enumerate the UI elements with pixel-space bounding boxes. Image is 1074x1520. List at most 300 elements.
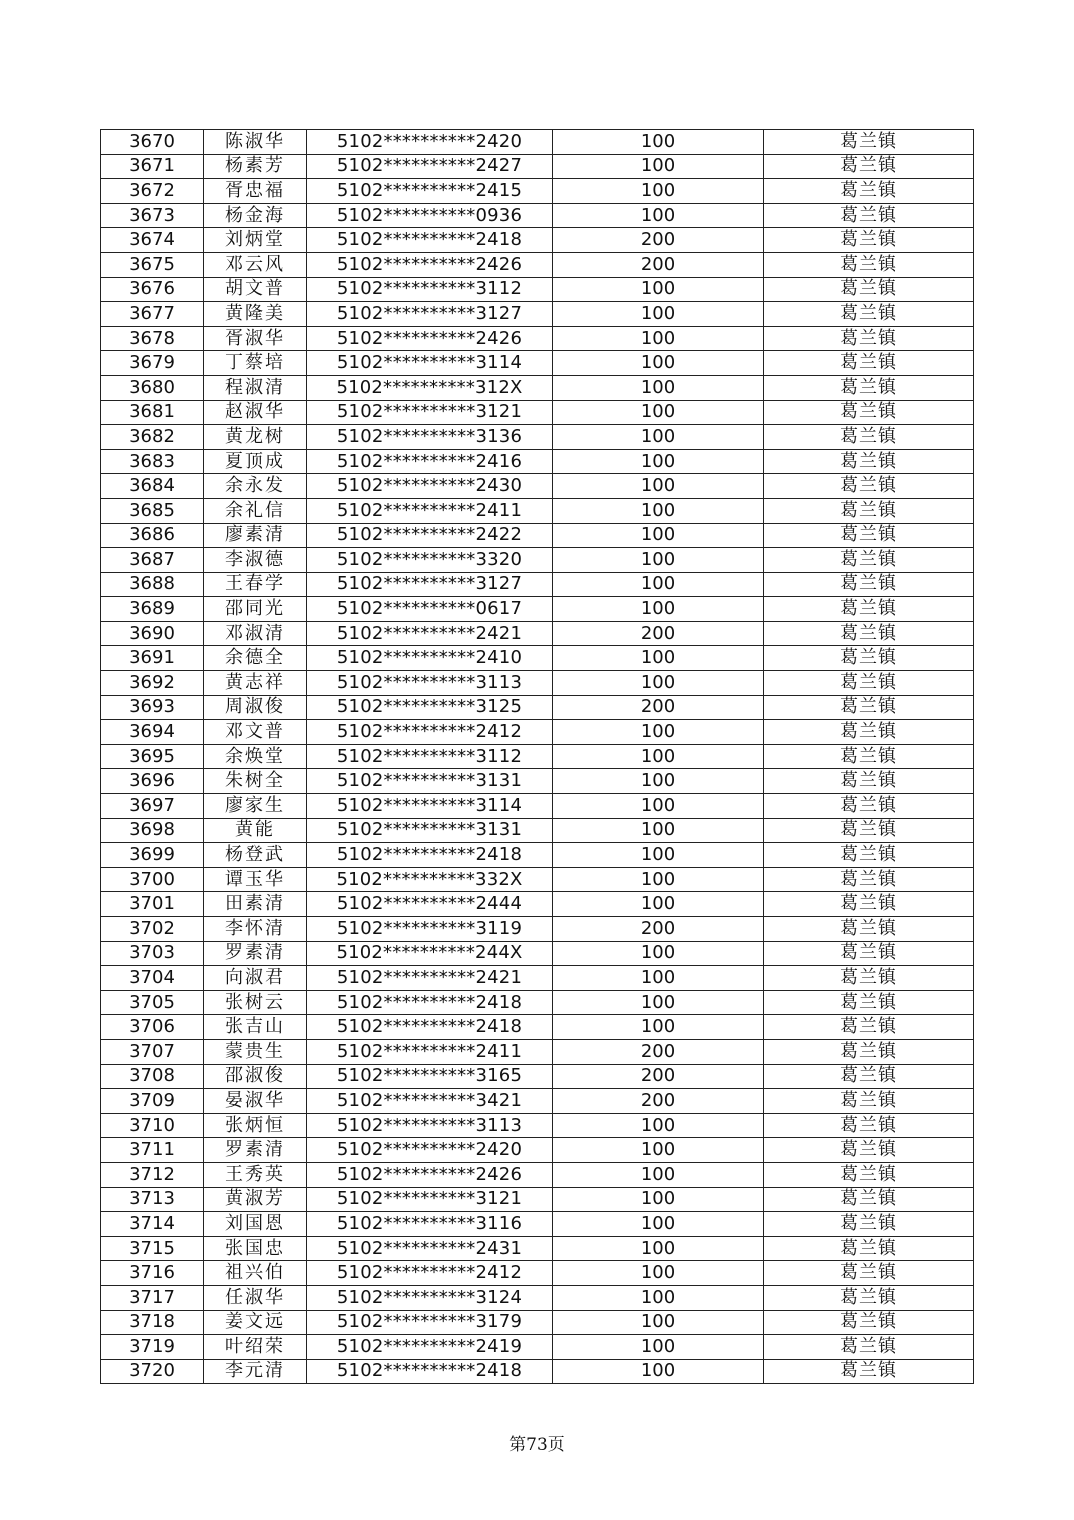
row-number-cell: 3698 [101,818,204,843]
town-cell: 葛兰镇 [764,154,974,179]
roster-table [100,129,974,1384]
id-number-cell: 5102**********2418 [307,228,553,253]
table-row [101,966,974,991]
name-cell: 余永发 [204,474,307,499]
row-number-cell: 3683 [101,449,204,474]
town-cell: 葛兰镇 [764,400,974,425]
name-cell: 邵淑俊 [204,1064,307,1089]
row-number-cell: 3706 [101,1015,204,1040]
id-number-cell: 5102**********3136 [307,425,553,450]
town-cell: 葛兰镇 [764,1187,974,1212]
row-number-cell: 3670 [101,130,204,155]
town-cell: 葛兰镇 [764,130,974,155]
table-row [101,990,974,1015]
town-cell: 葛兰镇 [764,941,974,966]
amount-cell: 100 [553,597,764,622]
row-number-cell: 3700 [101,867,204,892]
name-cell: 余德全 [204,646,307,671]
name-cell: 张炳恒 [204,1113,307,1138]
id-number-cell: 5102**********312X [307,375,553,400]
amount-cell: 100 [553,179,764,204]
amount-cell: 100 [553,1335,764,1360]
amount-cell: 100 [553,867,764,892]
id-number-cell: 5102**********2418 [307,990,553,1015]
row-number-cell: 3715 [101,1236,204,1261]
id-number-cell: 5102**********2422 [307,523,553,548]
row-number-cell: 3718 [101,1310,204,1335]
table-row [101,228,974,253]
amount-cell: 100 [553,1359,764,1384]
row-number-cell: 3705 [101,990,204,1015]
name-cell: 余焕堂 [204,744,307,769]
row-number-cell: 3678 [101,326,204,351]
amount-cell: 100 [553,769,764,794]
table-row [101,1359,974,1384]
name-cell: 陈淑华 [204,130,307,155]
name-cell: 张树云 [204,990,307,1015]
table-row [101,1261,974,1286]
row-number-cell: 3679 [101,351,204,376]
town-cell: 葛兰镇 [764,1212,974,1237]
amount-cell: 200 [553,621,764,646]
amount-cell: 100 [553,1162,764,1187]
table-row [101,917,974,942]
id-number-cell: 5102**********3125 [307,695,553,720]
town-cell: 葛兰镇 [764,720,974,745]
table-row [101,1138,974,1163]
id-number-cell: 5102**********2415 [307,179,553,204]
amount-cell: 100 [553,941,764,966]
id-number-cell: 5102**********2426 [307,326,553,351]
table-row [101,449,974,474]
id-number-cell: 5102**********3112 [307,277,553,302]
name-cell: 黄志祥 [204,671,307,696]
id-number-cell: 5102**********3114 [307,351,553,376]
town-cell: 葛兰镇 [764,326,974,351]
name-cell: 黄淑芳 [204,1187,307,1212]
row-number-cell: 3675 [101,252,204,277]
row-number-cell: 3693 [101,695,204,720]
row-number-cell: 3695 [101,744,204,769]
name-cell: 李怀清 [204,917,307,942]
name-cell: 朱树全 [204,769,307,794]
table-row [101,941,974,966]
id-number-cell: 5102**********2431 [307,1236,553,1261]
id-number-cell: 5102**********2420 [307,1138,553,1163]
table-row [101,1285,974,1310]
name-cell: 叶绍荣 [204,1335,307,1360]
table-row [101,1089,974,1114]
name-cell: 晏淑华 [204,1089,307,1114]
town-cell: 葛兰镇 [764,474,974,499]
town-cell: 葛兰镇 [764,597,974,622]
town-cell: 葛兰镇 [764,1015,974,1040]
town-cell: 葛兰镇 [764,671,974,696]
row-number-cell: 3713 [101,1187,204,1212]
town-cell: 葛兰镇 [764,203,974,228]
row-number-cell: 3685 [101,498,204,523]
id-number-cell: 5102**********2430 [307,474,553,499]
id-number-cell: 5102**********2411 [307,1039,553,1064]
table-row [101,769,974,794]
name-cell: 田素清 [204,892,307,917]
table-row [101,474,974,499]
row-number-cell: 3691 [101,646,204,671]
table-row [101,621,974,646]
id-number-cell: 5102**********3124 [307,1285,553,1310]
table-row [101,179,974,204]
table-row [101,843,974,868]
amount-cell: 100 [553,523,764,548]
amount-cell: 100 [553,425,764,450]
table-row [101,867,974,892]
row-number-cell: 3697 [101,794,204,819]
amount-cell: 100 [553,326,764,351]
amount-cell: 100 [553,1285,764,1310]
name-cell: 程淑清 [204,375,307,400]
name-cell: 杨登武 [204,843,307,868]
name-cell: 黄龙树 [204,425,307,450]
table-row [101,326,974,351]
town-cell: 葛兰镇 [764,1162,974,1187]
row-number-cell: 3687 [101,548,204,573]
id-number-cell: 5102**********3116 [307,1212,553,1237]
name-cell: 张吉山 [204,1015,307,1040]
name-cell: 向淑君 [204,966,307,991]
town-cell: 葛兰镇 [764,375,974,400]
amount-cell: 200 [553,917,764,942]
town-cell: 葛兰镇 [764,1359,974,1384]
id-number-cell: 5102**********2421 [307,621,553,646]
id-number-cell: 5102**********3131 [307,769,553,794]
table-row [101,818,974,843]
table-row [101,597,974,622]
amount-cell: 100 [553,892,764,917]
id-number-cell: 5102**********2412 [307,720,553,745]
name-cell: 王春学 [204,572,307,597]
table-row [101,1162,974,1187]
id-number-cell: 5102**********244X [307,941,553,966]
row-number-cell: 3681 [101,400,204,425]
id-number-cell: 5102**********2410 [307,646,553,671]
id-number-cell: 5102**********0617 [307,597,553,622]
name-cell: 余礼信 [204,498,307,523]
amount-cell: 100 [553,203,764,228]
town-cell: 葛兰镇 [764,990,974,1015]
town-cell: 葛兰镇 [764,621,974,646]
table-row [101,1236,974,1261]
town-cell: 葛兰镇 [764,818,974,843]
amount-cell: 100 [553,154,764,179]
id-number-cell: 5102**********2426 [307,252,553,277]
row-number-cell: 3711 [101,1138,204,1163]
table-row [101,1015,974,1040]
amount-cell: 100 [553,498,764,523]
amount-cell: 100 [553,744,764,769]
table-row [101,203,974,228]
table-row [101,572,974,597]
amount-cell: 100 [553,1310,764,1335]
name-cell: 黄隆美 [204,302,307,327]
town-cell: 葛兰镇 [764,179,974,204]
id-number-cell: 5102**********3179 [307,1310,553,1335]
row-number-cell: 3720 [101,1359,204,1384]
town-cell: 葛兰镇 [764,1261,974,1286]
row-number-cell: 3674 [101,228,204,253]
name-cell: 蒙贵生 [204,1039,307,1064]
row-number-cell: 3719 [101,1335,204,1360]
row-number-cell: 3701 [101,892,204,917]
name-cell: 罗素清 [204,1138,307,1163]
town-cell: 葛兰镇 [764,1113,974,1138]
amount-cell: 100 [553,400,764,425]
name-cell: 胥淑华 [204,326,307,351]
town-cell: 葛兰镇 [764,351,974,376]
amount-cell: 100 [553,277,764,302]
table-row [101,154,974,179]
amount-cell: 100 [553,843,764,868]
id-number-cell: 5102**********2411 [307,498,553,523]
amount-cell: 200 [553,695,764,720]
table-row [101,1310,974,1335]
row-number-cell: 3677 [101,302,204,327]
table-row [101,794,974,819]
amount-cell: 100 [553,449,764,474]
row-number-cell: 3712 [101,1162,204,1187]
name-cell: 廖素清 [204,523,307,548]
row-number-cell: 3684 [101,474,204,499]
amount-cell: 100 [553,130,764,155]
row-number-cell: 3714 [101,1212,204,1237]
id-number-cell: 5102**********3113 [307,1113,553,1138]
row-number-cell: 3709 [101,1089,204,1114]
row-number-cell: 3694 [101,720,204,745]
amount-cell: 100 [553,548,764,573]
row-number-cell: 3676 [101,277,204,302]
name-cell: 胥忠福 [204,179,307,204]
name-cell: 王秀英 [204,1162,307,1187]
name-cell: 廖家生 [204,794,307,819]
name-cell: 周淑俊 [204,695,307,720]
row-number-cell: 3699 [101,843,204,868]
town-cell: 葛兰镇 [764,744,974,769]
id-number-cell: 5102**********3127 [307,572,553,597]
town-cell: 葛兰镇 [764,646,974,671]
id-number-cell: 5102**********2412 [307,1261,553,1286]
id-number-cell: 5102**********2418 [307,843,553,868]
row-number-cell: 3704 [101,966,204,991]
table-row [101,892,974,917]
table-row [101,1212,974,1237]
name-cell: 李淑德 [204,548,307,573]
row-number-cell: 3703 [101,941,204,966]
amount-cell: 100 [553,1261,764,1286]
row-number-cell: 3682 [101,425,204,450]
table-row [101,671,974,696]
id-number-cell: 5102**********0936 [307,203,553,228]
table-row [101,1039,974,1064]
id-number-cell: 5102**********3113 [307,671,553,696]
row-number-cell: 3707 [101,1039,204,1064]
amount-cell: 100 [553,1187,764,1212]
table-row [101,400,974,425]
town-cell: 葛兰镇 [764,523,974,548]
table-row [101,1187,974,1212]
id-number-cell: 5102**********3165 [307,1064,553,1089]
row-number-cell: 3686 [101,523,204,548]
table-row [101,1335,974,1360]
id-number-cell: 5102**********3114 [307,794,553,819]
roster-body [101,130,974,1384]
row-number-cell: 3689 [101,597,204,622]
amount-cell: 100 [553,302,764,327]
id-number-cell: 5102**********3121 [307,400,553,425]
town-cell: 葛兰镇 [764,1138,974,1163]
amount-cell: 100 [553,1212,764,1237]
name-cell: 邓文普 [204,720,307,745]
name-cell: 杨金海 [204,203,307,228]
table-row [101,302,974,327]
row-number-cell: 3673 [101,203,204,228]
id-number-cell: 5102**********2426 [307,1162,553,1187]
amount-cell: 100 [553,1015,764,1040]
row-number-cell: 3672 [101,179,204,204]
town-cell: 葛兰镇 [764,449,974,474]
table-row [101,695,974,720]
town-cell: 葛兰镇 [764,1039,974,1064]
table-row [101,130,974,155]
row-number-cell: 3688 [101,572,204,597]
town-cell: 葛兰镇 [764,252,974,277]
name-cell: 刘炳堂 [204,228,307,253]
town-cell: 葛兰镇 [764,843,974,868]
amount-cell: 100 [553,474,764,499]
row-number-cell: 3702 [101,917,204,942]
town-cell: 葛兰镇 [764,302,974,327]
town-cell: 葛兰镇 [764,548,974,573]
amount-cell: 100 [553,1236,764,1261]
table-row [101,1113,974,1138]
row-number-cell: 3671 [101,154,204,179]
town-cell: 葛兰镇 [764,892,974,917]
name-cell: 夏顶成 [204,449,307,474]
table-row [101,720,974,745]
table-row [101,375,974,400]
id-number-cell: 5102**********2416 [307,449,553,474]
town-cell: 葛兰镇 [764,1335,974,1360]
id-number-cell: 5102**********3131 [307,818,553,843]
town-cell: 葛兰镇 [764,1089,974,1114]
id-number-cell: 5102**********2421 [307,966,553,991]
table-row [101,523,974,548]
amount-cell: 100 [553,671,764,696]
town-cell: 葛兰镇 [764,572,974,597]
table-row [101,351,974,376]
table-row [101,1064,974,1089]
town-cell: 葛兰镇 [764,1064,974,1089]
town-cell: 葛兰镇 [764,769,974,794]
id-number-cell: 5102**********3112 [307,744,553,769]
town-cell: 葛兰镇 [764,425,974,450]
amount-cell: 100 [553,818,764,843]
town-cell: 葛兰镇 [764,867,974,892]
town-cell: 葛兰镇 [764,228,974,253]
amount-cell: 100 [553,375,764,400]
amount-cell: 200 [553,1064,764,1089]
id-number-cell: 5102**********2427 [307,154,553,179]
id-number-cell: 5102**********2444 [307,892,553,917]
name-cell: 赵淑华 [204,400,307,425]
name-cell: 黄能 [204,818,307,843]
name-cell: 邓云风 [204,252,307,277]
name-cell: 姜文远 [204,1310,307,1335]
amount-cell: 200 [553,252,764,277]
name-cell: 丁蔡培 [204,351,307,376]
town-cell: 葛兰镇 [764,1236,974,1261]
town-cell: 葛兰镇 [764,277,974,302]
name-cell: 刘国恩 [204,1212,307,1237]
table-row [101,744,974,769]
amount-cell: 100 [553,1138,764,1163]
table-row [101,498,974,523]
id-number-cell: 5102**********2420 [307,130,553,155]
id-number-cell: 5102**********2418 [307,1015,553,1040]
name-cell: 邵同光 [204,597,307,622]
name-cell: 李元清 [204,1359,307,1384]
row-number-cell: 3708 [101,1064,204,1089]
amount-cell: 200 [553,1039,764,1064]
amount-cell: 200 [553,228,764,253]
id-number-cell: 5102**********3119 [307,917,553,942]
row-number-cell: 3696 [101,769,204,794]
id-number-cell: 5102**********2419 [307,1335,553,1360]
amount-cell: 100 [553,572,764,597]
town-cell: 葛兰镇 [764,1310,974,1335]
table-row [101,646,974,671]
amount-cell: 100 [553,966,764,991]
row-number-cell: 3692 [101,671,204,696]
id-number-cell: 5102**********2418 [307,1359,553,1384]
town-cell: 葛兰镇 [764,695,974,720]
town-cell: 葛兰镇 [764,1285,974,1310]
page-number: 第73页 [509,1435,565,1455]
town-cell: 葛兰镇 [764,498,974,523]
name-cell: 任淑华 [204,1285,307,1310]
amount-cell: 200 [553,1089,764,1114]
name-cell: 罗素清 [204,941,307,966]
town-cell: 葛兰镇 [764,917,974,942]
name-cell: 邓淑清 [204,621,307,646]
name-cell: 张国忠 [204,1236,307,1261]
id-number-cell: 5102**********3121 [307,1187,553,1212]
row-number-cell: 3717 [101,1285,204,1310]
table-row [101,425,974,450]
town-cell: 葛兰镇 [764,966,974,991]
amount-cell: 100 [553,646,764,671]
id-number-cell: 5102**********3127 [307,302,553,327]
amount-cell: 100 [553,990,764,1015]
amount-cell: 100 [553,1113,764,1138]
row-number-cell: 3716 [101,1261,204,1286]
name-cell: 胡文普 [204,277,307,302]
id-number-cell: 5102**********332X [307,867,553,892]
table-row [101,252,974,277]
town-cell: 葛兰镇 [764,794,974,819]
name-cell: 杨素芳 [204,154,307,179]
name-cell: 谭玉华 [204,867,307,892]
amount-cell: 100 [553,720,764,745]
table-row [101,548,974,573]
